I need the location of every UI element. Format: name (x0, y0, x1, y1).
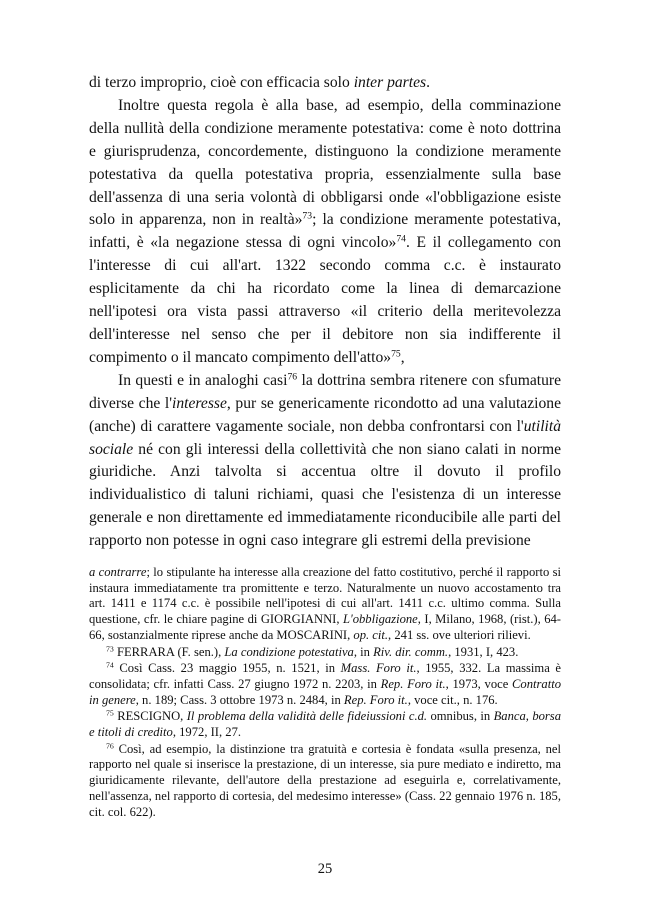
footnote-number: 74 (106, 660, 114, 670)
italic-title: Riv. dir. comm. (373, 644, 449, 659)
italic-title: Rep. Foro it. (380, 676, 446, 691)
text-run: , I, Milano, 1968, (rist.), 64-66, sostanzialmente riprese anche da MOSCARINI, (89, 612, 561, 642)
footnote-number: 75 (106, 709, 114, 719)
text-run: , n. 189; Cass. 3 ottobre 1973 n. 2484, in (135, 692, 344, 707)
italic-title: L'obbligazione (343, 612, 418, 627)
paragraph-1 (89, 72, 561, 95)
text-run: Così Cass. 23 maggio 1955, n. 1521, in (113, 661, 341, 676)
paragraph-2 (89, 95, 561, 370)
italic-title: Rep. Foro it. (343, 692, 408, 707)
footnote-76 (89, 742, 561, 821)
italic-term: interesse (172, 394, 227, 412)
italic-title: La condizione potestativa (224, 644, 354, 659)
text-run: . (426, 74, 430, 91)
text-run: la dottrina sembra ritenere con sfumature diverse che l' (89, 371, 561, 412)
footnote-number: 76 (106, 741, 114, 751)
footnote-75 (89, 709, 561, 740)
footnotes (89, 565, 561, 820)
italic-title: Contratto in genere (89, 676, 561, 707)
text-run: Inoltre questa regola è alla base, ad esempio, della comminazione della nullità della condizione meramente potestativa: come è noto dottrina e giurisprudenza, concordemente, distinguono la condizione meramente potestativa da quella potestativa propria, essenzialmente sulla base dell'assenza di una seria volontà di obbligarsi onde «l'obbligazione esiste solo in apparenza, non in realtà» (89, 96, 561, 229)
text-run: né con gli interessi della collettività che non siano calati in norme giuridiche. Anzi talvolta si accentua oltre il dovuto il profilo individualistico di taluni richiami, quasi che l'esistenza di un interesse generale e non direttamente ed immediatamente riconducibile alle parti del rapporto non potesse in ogni caso integrare gli estremi della previsione (89, 440, 561, 550)
footnote-continuation (89, 565, 561, 644)
text-run: , 1973, voce (445, 676, 512, 691)
footnote-number: 73 (106, 644, 114, 654)
text-run: , 1972, II, 27. (172, 725, 242, 740)
italic-term: op. cit. (353, 627, 389, 642)
italic-term: inter partes (353, 74, 427, 91)
page-number: 25 (317, 861, 333, 877)
text-run: , 241 ss. ove ulteriori rilievi. (388, 627, 531, 642)
italic-title: Mass. Foro it. (340, 661, 417, 676)
italic-term: utilità sociale (89, 417, 561, 458)
text-run: RESCIGNO, (113, 709, 187, 724)
text-run: , in (353, 644, 374, 659)
text-run: , voce cit., n. 176. (407, 692, 498, 707)
text-run: , 1955, 332. La massima è consolidata; cfr. infatti Cass. 27 giugno 1972 n. 2203, in (89, 661, 562, 691)
text-run: , (400, 348, 405, 366)
text-run: In questi e in analoghi casi (118, 371, 288, 389)
footnote-ref-75[interactable]: 75 (391, 348, 401, 360)
footnote-ref-73[interactable]: 73 (302, 211, 313, 223)
text-run: di terzo improprio, cioè con efficacia solo (89, 74, 354, 91)
text-run: omnibus, in (427, 709, 494, 724)
text-run: FERRARA (F. sen.), (113, 644, 225, 659)
text-run: , 1931, I, 423. (448, 644, 519, 659)
italic-term: a contrarre (89, 565, 147, 579)
footnote-ref-76[interactable]: 76 (287, 371, 298, 383)
text-run: . E il collegamento con l'interesse di cui all'art. 1322 secondo comma c.c. è instaurato esplicitamente da chi ha ricordato come la linea di demarcazione nell'ipotesi ora vista passi attraverso «il criterio della meritevolezza dell'interesse nel senso che per il debitore non sia indifferente il compimento o il mancato compimento dell'atto» (89, 234, 561, 366)
text-run: ; la condizione meramente potestativa, infatti, è «la negazione stessa di ogni vincolo» (89, 211, 561, 252)
italic-title: Banca, borsa e titoli di credito (89, 709, 562, 740)
paragraph-3 (89, 370, 561, 553)
footnote-73 (89, 645, 561, 661)
italic-title: Il problema della validità delle fideiussioni c.d. (186, 709, 428, 724)
text-run: Così, ad esempio, la distinzione tra gratuità e cortesia è fondata «sulla presenza, nel rapporto nel quale si inserisce la prestazione, di un interesse, sia pure mediato e indiretto, ma giuridicamente rilevante, dell'autore della prestazione ad eseguirla e, correlativamente, nell'assenza, nel rapporto di cortesia, del medesimo interesse» (Cass. 22 gennaio 1976 n. 185, cit. col. 622). (89, 741, 561, 819)
main-text (89, 72, 561, 553)
text-run: ; lo stipulante ha interesse alla creazione del fatto costitutivo, perché il rapporto si instaura immediatamente tra promittente e terzo. Naturalmente un nuovo accostamento tra art. 1411 e 1174 c.c. è possibile nell'ipotesi di cui all'art. 1411 c.c. ultimo comma. Sulla questione, cfr. le chiare pagine di GIORGIANNI, (89, 565, 561, 627)
footnote-74 (89, 661, 561, 708)
footnote-ref-74[interactable]: 74 (396, 234, 406, 246)
text-run: , pur se genericamente ricondotto ad una valutazione (anche) di carattere vagamente sociale, non debba confrontarsi con l' (89, 394, 561, 435)
